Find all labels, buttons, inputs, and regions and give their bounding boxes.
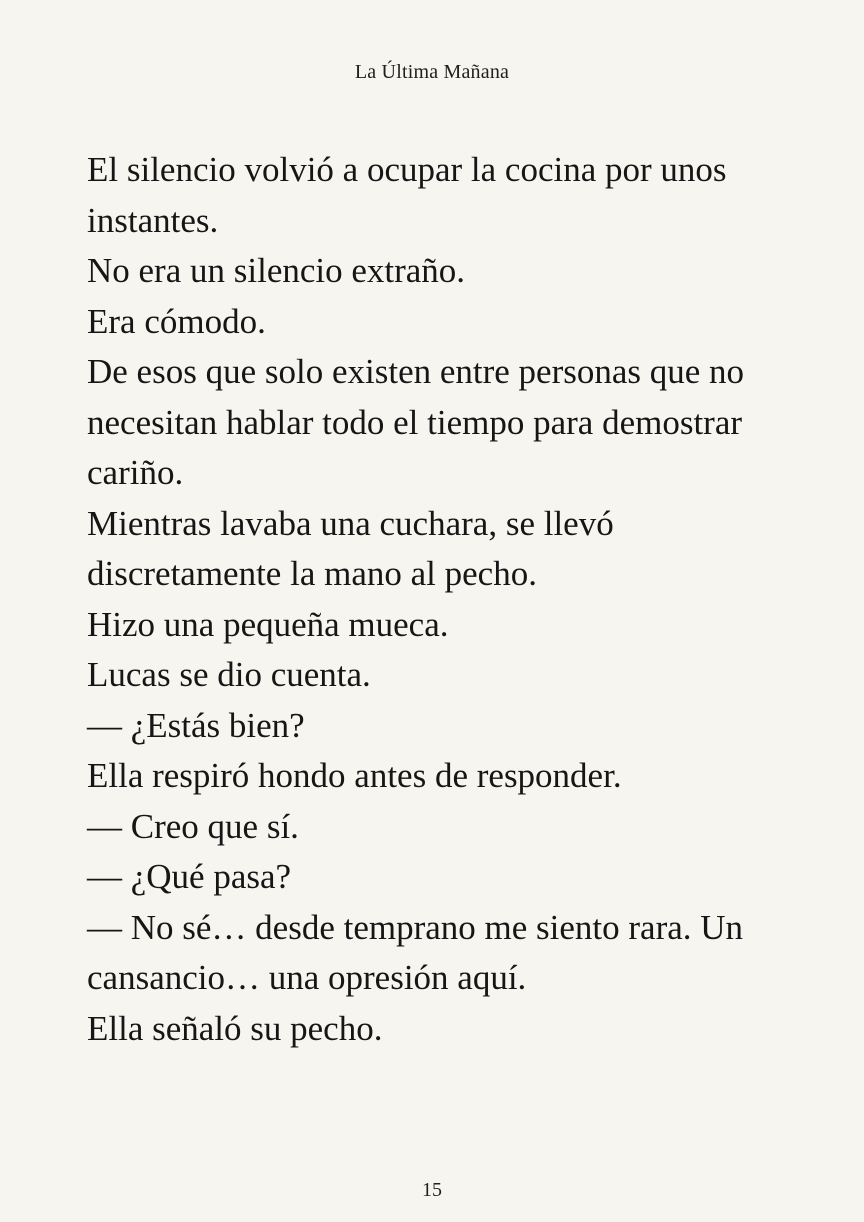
- text-line: — Creo que sí.: [87, 806, 299, 846]
- page-number: 15: [422, 1179, 442, 1201]
- text-line: El silencio volvió a ocupar la cocina por unos: [87, 150, 727, 189]
- text-line: discretamente la mano al pecho.: [87, 554, 537, 593]
- text-line: Era cómodo.: [87, 301, 266, 341]
- text-line: — No sé… desde temprano me siento rara. Un: [87, 907, 744, 947]
- text-line: instantes.: [87, 200, 219, 240]
- text-line: Hizo una pequeña mueca.: [87, 604, 449, 644]
- text-line: cansancio… una opresión aquí.: [87, 958, 527, 997]
- text-line: — ¿Qué pasa?: [87, 857, 292, 896]
- running-head-title: La Última Mañana: [354, 61, 510, 83]
- body-text: [87, 145, 787, 1054]
- text-line: No era un silencio extraño.: [87, 251, 466, 290]
- text-line: Ella respiró hondo antes de responder.: [87, 756, 622, 795]
- text-line: Lucas se dio cuenta.: [87, 655, 371, 694]
- text-line: necesitan hablar todo el tiempo para demostrar: [87, 402, 743, 442]
- text-line: Ella señaló su pecho.: [87, 1008, 383, 1048]
- text-line: Mientras lavaba una cuchara, se llevó: [87, 503, 614, 543]
- text-line: cariño.: [87, 453, 184, 492]
- text-line: De esos que solo existen entre personas que no: [87, 352, 745, 391]
- text-line: — ¿Estás bien?: [87, 705, 305, 745]
